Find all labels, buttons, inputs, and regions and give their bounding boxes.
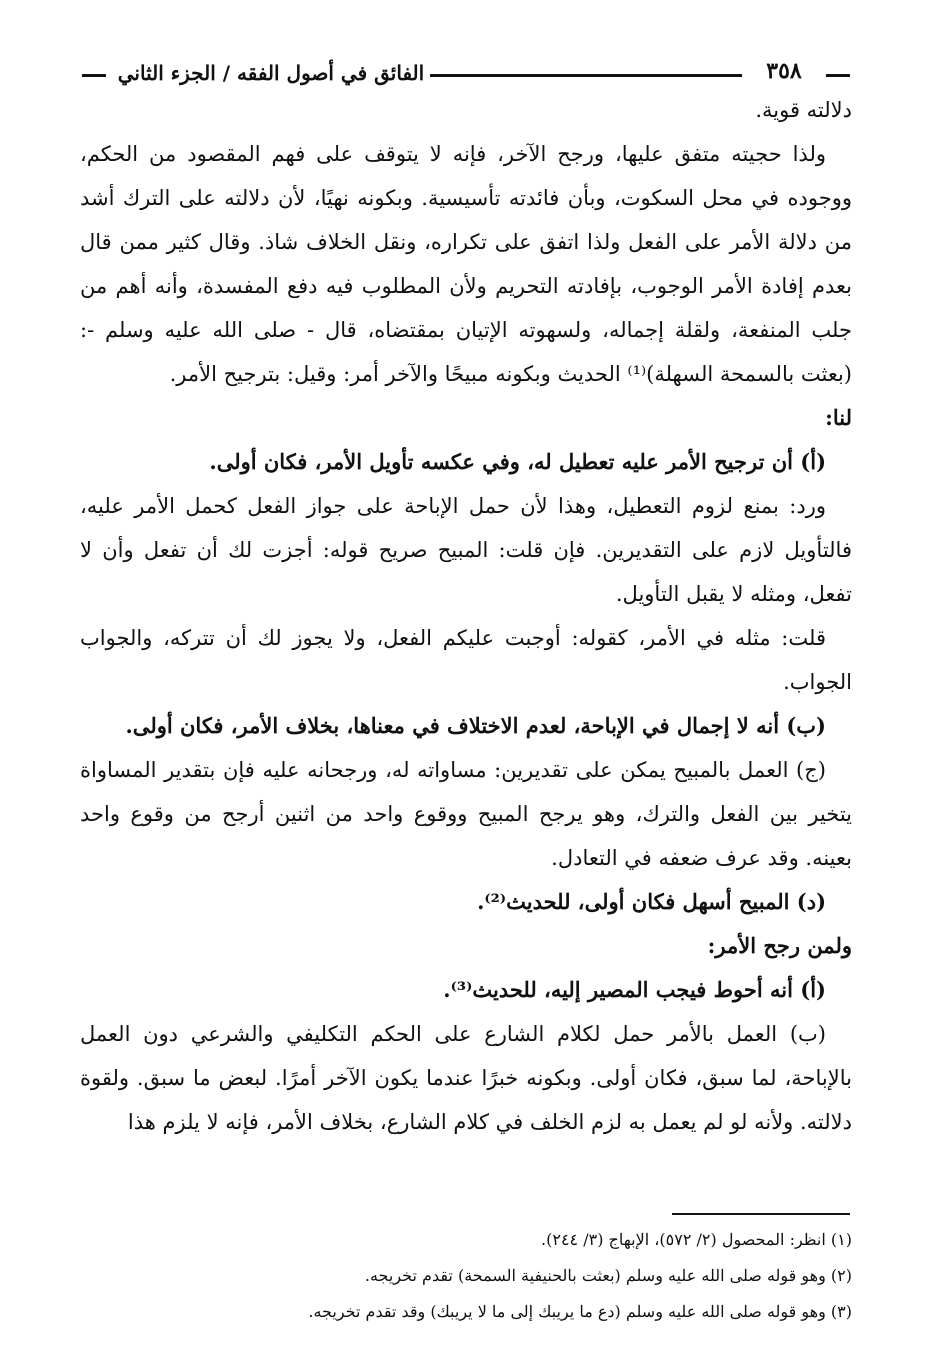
section-heading: ولمن رجح الأمر: — [707, 933, 852, 958]
header-rule-right — [826, 74, 850, 77]
header-rule-middle — [430, 74, 742, 77]
header-rule-left — [82, 74, 106, 77]
footnote-separator — [672, 1213, 850, 1215]
footnotes — [80, 1222, 852, 1330]
paragraph: دلالته قوية. — [755, 98, 852, 122]
paragraph: ورد: بمنع لزوم التعطيل، وهذا لأن حمل الإباحة على جواز الفعل كحمل الأمر عليه، فالتأويل لازم على التقديرين. فإن قلت: المبيح صريح قوله: أجزت لك أن تفعل وأن لا تفعل، ومثله لا يقبل التأويل. — [80, 494, 852, 606]
paragraph: (ج) العمل بالمبيح يمكن على تقديرين: مساواته له، ورجحانه عليه فإن بتقدير المساواة يتخير بين الفعل والترك، وهو يرجح المبيح ووقوع واحد من اثنين أرجح من وقوع واحد بعينه. وقد عرف ضعفه في التعادل. — [80, 758, 852, 870]
running-title: الفائق في أصول الفقه / الجزء الثاني — [117, 61, 425, 85]
footnote: (٢) وهو قوله صلى الله عليه وسلم (بعثت بالحنيفية السمحة) تقدم تخريجه. — [364, 1266, 852, 1285]
paragraph: (ب) أنه لا إجمال في الإباحة، لعدم الاختلاف في معناها، بخلاف الأمر، فكان أولى. — [125, 713, 826, 738]
paragraph: ولذا حجيته متفق عليها، ورجح الآخر، فإنه لا يتوقف على فهم المقصود من الحكم، ووجوده في محل السكوت، وبأن فائدته تأسيسية. وبكونه نهيًا، لأن دلالته على الترك أشد من دلالة الأمر على الفعل ولذا اتفق على تكراره، ونقل الخلاف شاذ. وقال كثير ممن قال بعدم إفادة الأمر الوجوب، بإفادته التحريم ولأن المطلوب فيه دفع المفسدة، وأنه أهم من جلب المنفعة، ولقلة إجماله، ولسهوته الإتيان بمقتضاه، قال - صلى الله عليه وسلم -: (بعثت بالسمحة السهلة)⁽¹⁾ الحديث وبكونه مبيحًا والآخر أمر: وقيل: بترجيح الأمر. — [80, 142, 852, 386]
paragraph: (أ) أن ترجيح الأمر عليه تعطيل له، وفي عكسه تأويل الأمر، فكان أولى. — [209, 449, 826, 474]
page-number: ٣٥٨ — [766, 58, 802, 84]
section-heading: لنا: — [825, 405, 852, 430]
paragraph: (أ) أنه أحوط فيجب المصير إليه، للحديث⁽³⁾. — [443, 977, 826, 1002]
paragraph: (ب) العمل بالأمر حمل لكلام الشارع على الحكم التكليفي والشرعي دون العمل بالإباحة، لما سبق، فكان أولى. وبكونه خبرًا عندما يكون الآخر أمرًا. لبعض ما سبق. ولقوة دلالته. ولأنه لو لم يعمل به لزم الخلف في كلام الشارع، بخلاف الأمر، فإنه لا يلزم هذا — [80, 1022, 852, 1134]
paragraph: قلت: مثله في الأمر، كقوله: أوجبت عليكم الفعل، ولا يجوز لك أن تتركه، والجواب الجواب. — [80, 626, 852, 694]
main-text — [80, 88, 852, 1144]
paragraph: (د) المبيح أسهل فكان أولى، للحديث⁽²⁾. — [477, 889, 826, 914]
footnote: (١) انظر: المحصول (٢/ ٥٧٢)، الإبهاج (٣/ ٢٤٤). — [541, 1230, 852, 1249]
footnote: (٣) وهو قوله صلى الله عليه وسلم (دع ما يريبك إلى ما لا يريبك) وقد تقدم تخريجه. — [308, 1302, 852, 1321]
